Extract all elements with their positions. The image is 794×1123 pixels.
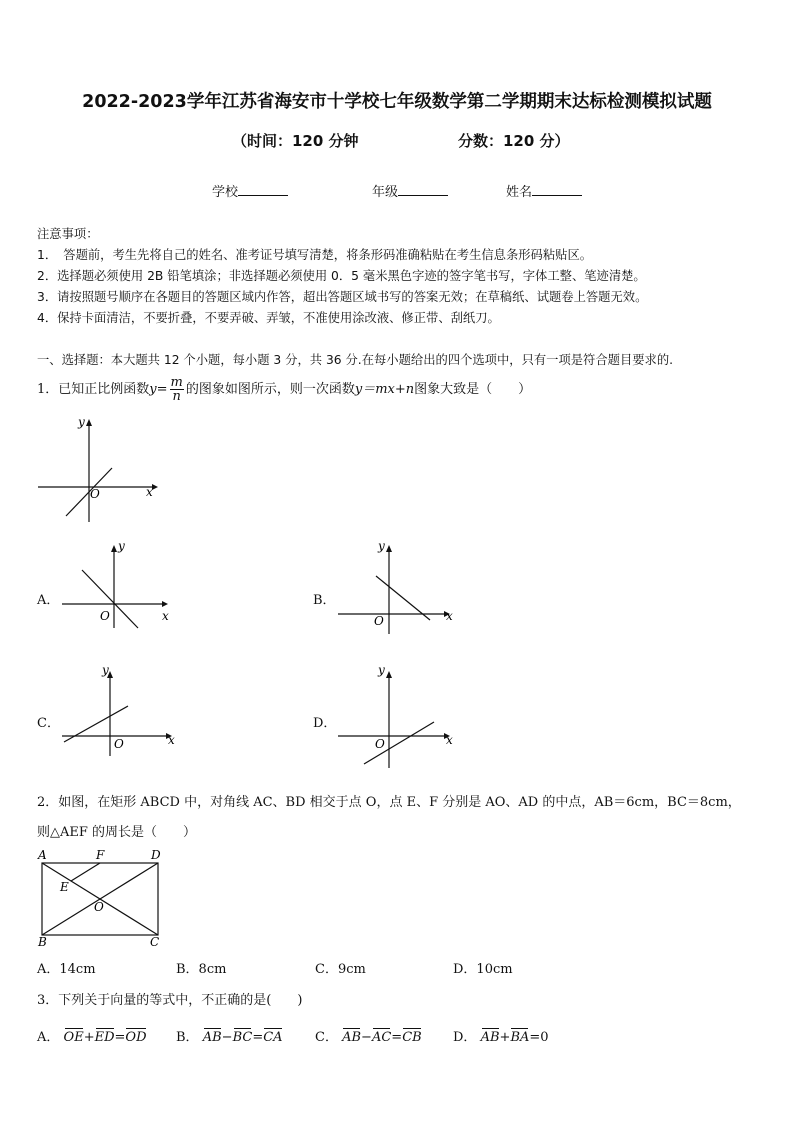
note-item: 3．请按照题号顺序在各题目的答题区域内作答，超出答题区域书写的答案无效；在草稿纸、试题卷上答题无效。 <box>37 290 648 304</box>
x-arrow <box>152 484 158 490</box>
time-label: （时间：120 分钟 <box>232 132 359 150</box>
q1-fraction <box>170 376 184 403</box>
question-3-stem: 3．下列关于向量的等式中，不正确的是( ) <box>37 993 303 1008</box>
grade-label: 年级 <box>372 185 399 200</box>
note-item: 2．选择题必须使用 2B 铅笔填涂；非选择题必须使用 0．5 毫米黑色字迹的签字笔书写，字体工整、笔迹清楚。 <box>37 269 646 283</box>
vector: BA <box>510 1030 530 1045</box>
q2-option-c[interactable]: C．9cm <box>315 962 366 977</box>
operator: + <box>499 1030 511 1045</box>
x-label: x <box>446 609 453 623</box>
q1-option-d[interactable]: D． <box>313 716 337 731</box>
y-arrow <box>386 545 392 552</box>
x-label: x <box>446 733 453 747</box>
y-label: y <box>378 539 385 553</box>
vector: OE <box>63 1030 84 1045</box>
option-letter: D． <box>453 1030 477 1045</box>
q1-func: y＝mx+n <box>354 382 415 397</box>
q2-option-b[interactable]: B．8cm <box>176 962 227 977</box>
q1-middle: 的图象如图所示，则一次函数 <box>185 382 355 397</box>
q3-option-c[interactable] <box>315 1026 422 1045</box>
x-arrow <box>162 601 168 607</box>
vector: CA <box>263 1030 283 1045</box>
q1-option-a[interactable]: A． <box>37 593 60 608</box>
q1-option-a-graph <box>58 538 178 630</box>
y-label: y <box>378 663 385 677</box>
equals: = <box>114 1030 126 1045</box>
equals: = <box>529 1030 541 1045</box>
q1-option-c[interactable]: C． <box>37 716 60 731</box>
zero-value: 0 <box>540 1030 549 1045</box>
vector: BC <box>232 1030 253 1045</box>
school-field <box>212 181 288 200</box>
origin-label: O <box>100 609 110 623</box>
y-arrow <box>111 545 117 552</box>
school-blank[interactable] <box>238 183 288 196</box>
name-blank[interactable] <box>532 183 582 196</box>
x-label: x <box>168 733 175 747</box>
vector: ED <box>94 1030 115 1045</box>
label-a: A <box>38 848 47 862</box>
vector: CB <box>402 1030 422 1045</box>
q1-suffix: 图象大致是（ ） <box>414 382 532 397</box>
q2-option-a[interactable]: A．14cm <box>37 962 96 977</box>
y-arrow <box>86 419 92 426</box>
q1-numerator: m <box>170 375 183 390</box>
y-arrow <box>386 671 392 678</box>
label-c: C <box>150 935 160 949</box>
section-heading: 一、选择题：本大题共 12 个小题，每小题 3 分，共 36 分.在每小题给出的四个选项中，只有一项是符合题目要求的. <box>37 353 674 367</box>
y-label: y <box>118 539 125 553</box>
grade-field <box>372 181 448 200</box>
note-item: 1． 答题前，考生先将自己的姓名、准考证号填写清楚，将条形码准确粘贴在考生信息条形码粘贴区。 <box>37 248 593 262</box>
vector: AC <box>371 1030 392 1045</box>
q1-y: y <box>149 382 157 397</box>
q3-option-b[interactable] <box>176 1026 283 1045</box>
x-label: x <box>146 485 153 499</box>
name-label: 姓名 <box>506 185 533 200</box>
label-e: E <box>60 880 69 894</box>
q1-option-c-graph <box>58 660 182 760</box>
vector: AB <box>342 1030 362 1045</box>
option-letter: A． <box>37 1030 60 1045</box>
origin-label: O <box>374 614 384 628</box>
notes-heading: 注意事项： <box>37 227 99 241</box>
label-d: D <box>151 848 161 862</box>
q2-rectangle-figure <box>34 845 174 951</box>
label-f: F <box>96 848 105 862</box>
vector: AB <box>480 1030 500 1045</box>
exam-title: 2022-2023学年江苏省海安市十学校七年级数学第二学期期末达标检测模拟试题 <box>82 92 712 112</box>
operator: + <box>83 1030 95 1045</box>
q1-main-graph <box>36 414 166 526</box>
option-letter: C． <box>315 1030 338 1045</box>
label-b: B <box>38 935 47 949</box>
school-label: 学校 <box>212 185 239 200</box>
score-label: 分数：120 分） <box>458 132 570 150</box>
question-2-line2: 则△AEF 的周长是（ ） <box>37 825 197 840</box>
q1-prefix: 1．已知正比例函数 <box>37 382 150 397</box>
q1-option-b[interactable]: B． <box>313 593 336 608</box>
segment-ef <box>71 863 100 881</box>
label-o: O <box>94 900 104 914</box>
equals: = <box>391 1030 403 1045</box>
x-label: x <box>162 609 169 623</box>
question-2-line1: 2．如图，在矩形 ABCD 中，对角线 AC、BD 相交于点 O，点 E、F 分别是 AO、AD 的中点，AB＝6cm，BC＝8cm， <box>37 795 741 810</box>
q1-option-b-graph <box>334 538 460 638</box>
name-field <box>506 181 582 200</box>
operator: − <box>221 1030 233 1045</box>
vector: OD <box>125 1030 147 1045</box>
grade-blank[interactable] <box>398 183 448 196</box>
origin-label: O <box>375 737 385 751</box>
q1-option-d-graph <box>334 660 460 772</box>
equals: = <box>252 1030 264 1045</box>
origin-label: O <box>114 737 124 751</box>
q1-eq: = <box>156 382 168 397</box>
operator: − <box>361 1030 372 1045</box>
q3-option-a[interactable] <box>37 1026 147 1045</box>
origin-label: O <box>90 487 100 501</box>
question-1-stem <box>37 376 531 403</box>
q2-option-d[interactable]: D．10cm <box>453 962 513 977</box>
option-letter: B． <box>176 1030 199 1045</box>
q3-option-d[interactable] <box>453 1026 549 1045</box>
function-line <box>82 570 138 628</box>
y-label: y <box>78 415 85 429</box>
q1-denominator: n <box>172 389 181 404</box>
note-item: 4．保持卡面清洁，不要折叠，不要弄破、弄皱，不准使用涂改液、修正带、刮纸刀。 <box>37 311 500 325</box>
vector: AB <box>202 1030 222 1045</box>
y-label: y <box>102 663 109 677</box>
